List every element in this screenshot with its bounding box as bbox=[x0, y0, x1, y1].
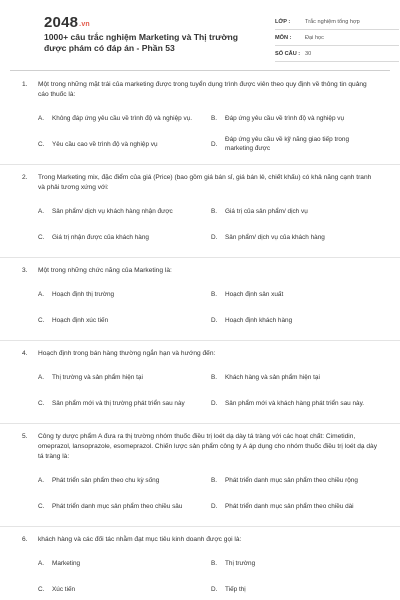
option-b[interactable] bbox=[211, 553, 378, 573]
option-text: Đáp ứng yêu cầu về trình độ và nghiệp vụ bbox=[225, 114, 345, 122]
option-d[interactable] bbox=[211, 310, 378, 330]
option-text: Thị trường bbox=[225, 559, 256, 567]
option-b[interactable] bbox=[211, 201, 378, 221]
option-text: Thị trường và sản phẩm hiện tại bbox=[52, 373, 143, 381]
logo-main: 2048 bbox=[44, 14, 79, 31]
option-b[interactable] bbox=[211, 108, 378, 128]
option-text: Sản phẩm mới và khách hàng phát triển sau này. bbox=[225, 399, 365, 407]
option-a[interactable] bbox=[38, 553, 205, 573]
option-letter: C. bbox=[38, 585, 45, 593]
option-text: Hoạch định khách hàng bbox=[225, 316, 293, 324]
option-d[interactable] bbox=[211, 579, 378, 599]
option-a[interactable] bbox=[38, 367, 205, 387]
option-letter: D. bbox=[211, 233, 218, 241]
question-number: 6. bbox=[22, 536, 28, 543]
question-number: 1. bbox=[22, 81, 28, 88]
question-text: Một trong những mặt trái của marketing được trong tuyển dụng trình được viên theo quy định về thông tin quảng cáo thuốc là: bbox=[38, 81, 367, 98]
option-letter: B. bbox=[211, 114, 218, 122]
question-list bbox=[22, 80, 378, 600]
question-text: Trong Marketing mix, đặc điểm của giá (Price) (bao gồm giá bán sỉ, giá bán lẻ, chiết khấu) có khả năng cạnh tranh và phải tương xứng với: bbox=[38, 174, 372, 191]
question-divider bbox=[0, 526, 400, 527]
option-c[interactable] bbox=[38, 227, 205, 247]
question-text: khách hàng và các đối tác nhằm đạt mục tiêu kinh doanh được gọi là: bbox=[38, 536, 242, 543]
option-c[interactable] bbox=[38, 134, 205, 154]
option-grid bbox=[22, 367, 378, 419]
option-text: Sản phẩm/ dịch vụ khách hàng nhận được bbox=[52, 207, 173, 215]
option-a[interactable] bbox=[38, 108, 205, 128]
option-text: Đáp ứng yêu cầu về kỹ năng giao tiếp trong marketing được bbox=[225, 136, 350, 152]
option-letter: D. bbox=[211, 140, 218, 148]
option-d[interactable] bbox=[211, 496, 378, 516]
option-text: Giá trị của sản phẩm/ dịch vụ bbox=[225, 207, 308, 215]
meta-key: LỚP : bbox=[275, 18, 291, 25]
question-text-row bbox=[22, 349, 378, 359]
option-text: Phát triển danh mục sản phẩm theo chiều dài bbox=[225, 502, 354, 510]
option-letter: A. bbox=[38, 373, 45, 381]
option-d[interactable] bbox=[211, 134, 378, 154]
question-number: 5. bbox=[22, 433, 28, 440]
option-letter: D. bbox=[211, 585, 218, 593]
option-text: Hoạch định thị trường bbox=[52, 290, 115, 298]
option-grid bbox=[22, 108, 378, 160]
option-text: Tiếp thị bbox=[225, 585, 246, 593]
meta-value: Trắc nghiệm tổng hợp bbox=[305, 18, 360, 25]
option-letter: A. bbox=[38, 476, 45, 484]
option-letter: B. bbox=[211, 476, 218, 484]
option-letter: B. bbox=[211, 290, 218, 298]
meta-table bbox=[275, 14, 399, 62]
question bbox=[22, 535, 378, 600]
site-logo[interactable] bbox=[44, 14, 90, 31]
question-text: Một trong những chức năng của Marketing là: bbox=[38, 267, 172, 274]
option-text: Sản phẩm/ dịch vụ của khách hàng bbox=[225, 233, 325, 241]
option-letter: C. bbox=[38, 399, 45, 407]
question-divider bbox=[0, 340, 400, 341]
option-a[interactable] bbox=[38, 284, 205, 304]
option-grid bbox=[22, 470, 378, 522]
option-c[interactable] bbox=[38, 393, 205, 413]
meta-value: 30 bbox=[305, 50, 312, 57]
option-text: Xúc tiến bbox=[52, 585, 76, 593]
question-divider bbox=[0, 423, 400, 424]
question-divider bbox=[0, 257, 400, 258]
option-a[interactable] bbox=[38, 201, 205, 221]
option-d[interactable] bbox=[211, 227, 378, 247]
question-text: Công ty dược phẩm A đưa ra thị trường nhóm thuốc điều trị loét dạ dày tá tràng với các hoạt chất: Cimetidin, omeprazol, lansoprazole, esomeprazol. Chiến lược sản phẩm công ty A áp dụng cho nhóm thuốc điều trị loét dạ dày tá tràng là: bbox=[38, 433, 377, 460]
option-text: Hoạch định xúc tiến bbox=[52, 316, 109, 324]
option-grid bbox=[22, 201, 378, 253]
option-text: Không đáp ứng yêu cầu về trình độ và nghiệp vụ. bbox=[52, 114, 193, 122]
option-text: Yêu cầu cao về trình độ và nghiệp vụ bbox=[52, 140, 158, 148]
option-text: Phát triển sản phẩm theo chu kỳ sống bbox=[52, 476, 160, 484]
option-text: Phát triển danh mục sản phẩm theo chiều rộng bbox=[225, 476, 358, 484]
question-number: 2. bbox=[22, 174, 28, 181]
option-letter: D. bbox=[211, 399, 218, 407]
logo-suffix: .vn bbox=[79, 21, 90, 28]
question-text-row bbox=[22, 266, 378, 276]
question-text: Hoạch định trong bán hàng thường ngắn hạn và hướng đến: bbox=[38, 350, 216, 357]
option-letter: D. bbox=[211, 502, 218, 510]
meta-row-subject bbox=[275, 30, 399, 46]
option-letter: C. bbox=[38, 502, 45, 510]
question-text-row bbox=[22, 535, 378, 545]
option-letter: A. bbox=[38, 207, 45, 215]
option-letter: D. bbox=[211, 316, 218, 324]
option-letter: C. bbox=[38, 140, 45, 148]
option-b[interactable] bbox=[211, 284, 378, 304]
question bbox=[22, 173, 378, 258]
question-text-row bbox=[22, 173, 378, 193]
option-grid bbox=[22, 284, 378, 336]
question bbox=[22, 266, 378, 341]
meta-key: MÔN : bbox=[275, 34, 292, 41]
option-b[interactable] bbox=[211, 470, 378, 490]
question bbox=[22, 432, 378, 527]
meta-value: Đại học bbox=[305, 34, 324, 41]
option-text: Phát triển danh mục sản phẩm theo chiều sâu bbox=[52, 502, 183, 510]
option-letter: A. bbox=[38, 290, 45, 298]
question-number: 3. bbox=[22, 267, 28, 274]
option-letter: A. bbox=[38, 559, 45, 567]
question bbox=[22, 80, 378, 165]
option-letter: B. bbox=[211, 559, 218, 567]
option-d[interactable] bbox=[211, 393, 378, 413]
meta-row-class bbox=[275, 14, 399, 30]
option-c[interactable] bbox=[38, 496, 205, 516]
question bbox=[22, 349, 378, 424]
question-text-row bbox=[22, 80, 378, 100]
option-text: Hoạch định sản xuất bbox=[225, 290, 284, 298]
option-letter: B. bbox=[211, 207, 218, 215]
option-text: Giá trị nhận được của khách hàng bbox=[52, 233, 149, 241]
option-text: Khách hàng và sản phẩm hiện tại bbox=[225, 373, 320, 381]
document-title: 1000+ câu trắc nghiệm Marketing và Thị trường được phám có đáp án - Phần 53 bbox=[44, 32, 239, 53]
option-letter: C. bbox=[38, 233, 45, 241]
option-a[interactable] bbox=[38, 470, 205, 490]
header-divider bbox=[10, 70, 390, 71]
question-text-row bbox=[22, 432, 378, 462]
option-b[interactable] bbox=[211, 367, 378, 387]
option-letter: B. bbox=[211, 373, 218, 381]
option-c[interactable] bbox=[38, 579, 205, 599]
question-number: 4. bbox=[22, 350, 28, 357]
option-letter: A. bbox=[38, 114, 45, 122]
option-text: Sản phẩm mới và thị trường phát triển sau này bbox=[52, 399, 185, 407]
option-text: Marketing bbox=[52, 559, 81, 567]
question-divider bbox=[0, 164, 400, 165]
meta-key: SỐ CÂU : bbox=[275, 50, 301, 57]
meta-row-count bbox=[275, 46, 399, 62]
header bbox=[22, 0, 376, 70]
option-grid bbox=[22, 553, 378, 600]
option-c[interactable] bbox=[38, 310, 205, 330]
option-letter: C. bbox=[38, 316, 45, 324]
